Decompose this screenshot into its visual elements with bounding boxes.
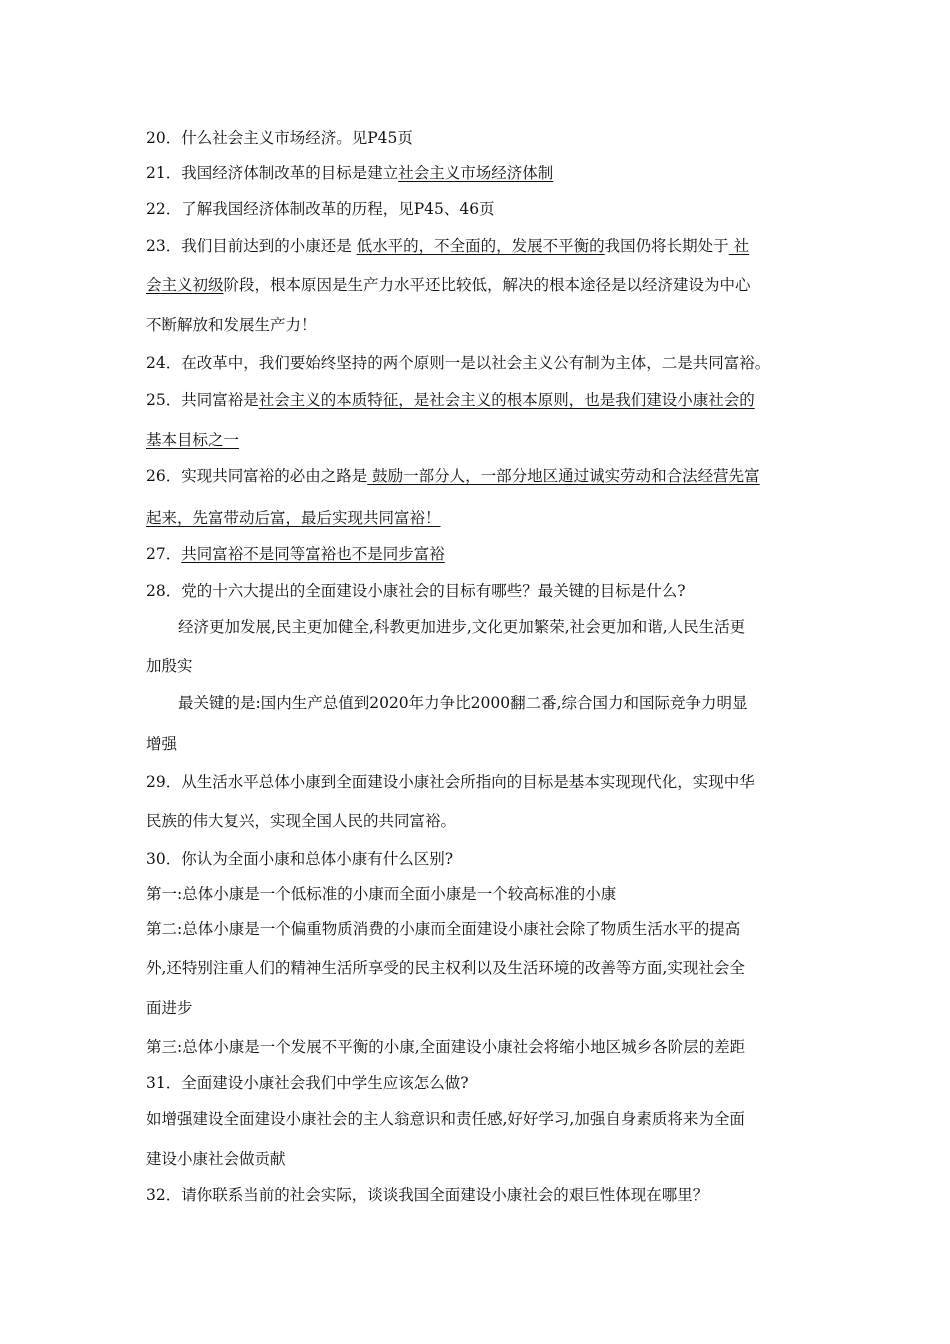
item-23-prompt: 23．我们目前达到的小康还是 xyxy=(146,237,357,255)
item-28-answer-2-cont: 增强 xyxy=(146,735,178,753)
item-28-answer-2: 最关键的是:国内生产总值到2020年力争比2000翻二番,综合国力和国际竞争力明显 xyxy=(178,694,748,712)
item-21 xyxy=(146,163,816,183)
item-29-line-1: 29．从生活水平总体小康到全面建设小康社会所指向的目标是基本实现现代化，实现中华 xyxy=(146,773,755,791)
item-23-answer-2b: 会主义初级 xyxy=(146,276,224,294)
item-27-answer: 共同富裕不是同等富裕也不是同步富裕 xyxy=(181,545,445,563)
item-31-answer-line-1: 如增强建设全面建设小康社会的主人翁意识和责任感,好好学习,加强自身素质将来为全面 xyxy=(146,1110,745,1128)
item-30-point-1: 第一:总体小康是一个低标准的小康而全面小康是一个较高标准的小康 xyxy=(146,885,617,903)
item-29-line-2: 民族的伟大复兴，实现全国人民的共同富裕。 xyxy=(146,812,457,830)
item-30-point-2-line-3: 面进步 xyxy=(146,999,193,1017)
item-31-answer-line-2: 建设小康社会做贡献 xyxy=(146,1150,286,1168)
item-23-line-2 xyxy=(146,275,816,295)
item-32: 32．请你联系当前的社会实际，谈谈我国全面建设小康社会的艰巨性体现在哪里？ xyxy=(146,1186,709,1204)
item-26-line-2 xyxy=(146,508,816,528)
item-26-line-1 xyxy=(146,466,816,486)
item-28-answer-1-cont: 加殷实 xyxy=(146,657,193,675)
item-21-prompt: 21．我国经济体制改革的目标是建立 xyxy=(146,164,399,182)
item-23-line-1 xyxy=(146,236,816,256)
item-25-line-1 xyxy=(146,390,816,410)
item-25-answer-1: 社会主义的本质特征，是社会主义的根本原则，也是我们建设小康社会的 xyxy=(258,391,755,409)
item-23-middle: 我国仍将长期处于 xyxy=(604,237,729,255)
item-23-answer-1: 低水平的，不全面的，发展不平衡的 xyxy=(356,237,605,255)
item-22: 22．了解我国经济体制改革的历程，见P45、46页 xyxy=(146,200,495,218)
item-23-line-3: 不断解放和发展生产力！ xyxy=(146,316,317,334)
item-30-point-3: 第三:总体小康是一个发展不平衡的小康,全面建设小康社会将缩小地区城乡各阶层的差距 xyxy=(146,1038,746,1056)
item-26-answer-1: 鼓励一部分人，一部分地区通过诚实劳动和合法经营先富 xyxy=(367,467,760,485)
item-25-prompt: 25．共同富裕是 xyxy=(146,391,259,409)
item-30: 30．你认为全面小康和总体小康有什么区别? xyxy=(146,850,454,868)
item-28: 28．党的十六大提出的全面建设小康社会的目标有哪些？最关键的目标是什么? xyxy=(146,582,686,600)
item-20: 20．什么社会主义市场经济。见P45页 xyxy=(146,129,413,147)
item-31: 31．全面建设小康社会我们中学生应该怎么做? xyxy=(146,1074,469,1092)
item-30-point-2-line-2: 外,还特别注重人们的精神生活所享受的民主权利以及生活环境的改善等方面,实现社会全 xyxy=(146,959,745,977)
item-26-prompt: 26．实现共同富裕的必由之路是 xyxy=(146,467,368,485)
item-27 xyxy=(146,544,816,564)
item-23-text-2: 阶段，根本原因是生产力水平还比较低，解决的根本途径是以经济建设为中心 xyxy=(223,276,751,294)
item-23-answer-2a: 社 xyxy=(728,237,750,255)
item-25-line-2 xyxy=(146,430,816,450)
item-25-answer-2: 基本目标之一 xyxy=(146,431,240,449)
item-24: 24．在改革中，我们要始终坚持的两个原则一是以社会主义公有制为主体，二是共同富裕。 xyxy=(146,354,771,372)
item-27-prompt: 27． xyxy=(146,545,182,563)
item-26-answer-2: 起来，先富带动后富，最后实现共同富裕！ xyxy=(146,509,441,527)
item-21-answer: 社会主义市场经济体制 xyxy=(398,164,554,182)
item-30-point-2-line-1: 第二:总体小康是一个偏重物质消费的小康而全面建设小康社会除了物质生活水平的提高 xyxy=(146,920,741,938)
item-28-answer-1: 经济更加发展,民主更加健全,科教更加进步,文化更加繁荣,社会更加和谐,人民生活更 xyxy=(178,618,746,636)
